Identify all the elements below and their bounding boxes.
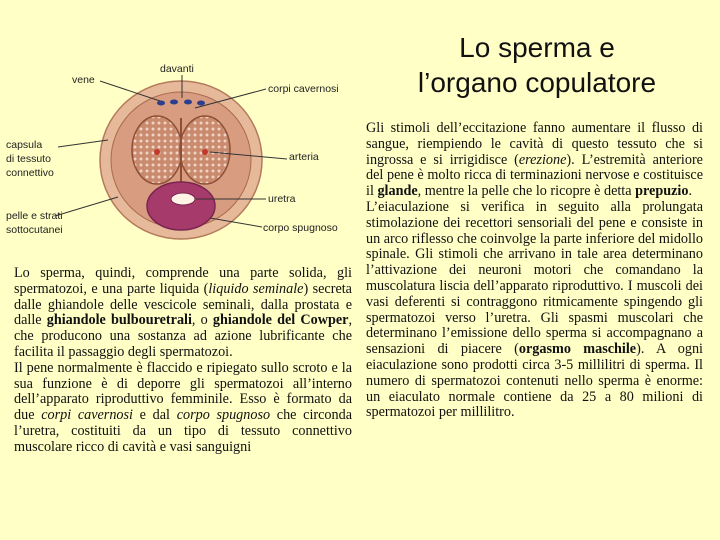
penis-cross-section-diagram [0,52,360,252]
label-pelle-1: pelle e strati [6,210,63,222]
label-davanti: davanti [160,63,194,75]
vein-3 [184,100,192,105]
right-text-column [366,121,703,421]
left-text-column [14,266,352,456]
artery-left [154,149,160,155]
label-capsula-3: connettivo [6,167,54,179]
label-arteria: arteria [289,151,319,163]
title-line-1: Lo sperma e [459,32,615,63]
title-line-2: l’organo copulatore [417,67,657,98]
artery-right [202,149,208,155]
urethra [171,193,195,205]
slide-title [372,30,702,100]
right-paragraph-2: L’eiaculazione si verifica in seguito alla prolungata stimolazione dei recettori sensoriali del pene e consiste in un arco riflesso che coinvolge la parte inferiore del midollo spinale. Gli stimoli che arrivano in tale area determinano l’attivazione dei neuroni motori che comandano la muscolatura liscia dell’apparato riproduttivo. I muscoli dei vasi deferenti si contraggono ritmicamente spingendo gli spermatozoi verso l’uretra. Gli spasmi muscolari che determinano l’emissione dello sperma si accompagnano a sensazioni di piacere (orgasmo maschile). A ogni eiaculazione sono prodotti circa 3-5 millilitri di sperma. Il numero di spermatozoi contenuti nello sperma è enorme: un eiaculato normale contiene da 25 a 80 milioni di spermatozoi per millilitro. [366,198,703,421]
label-capsula-1: capsula [6,139,43,151]
label-corpi-cavernosi: corpi cavernosi [268,83,339,95]
label-corpo-spugnoso: corpo spugnoso [263,222,338,234]
corpus-spongiosum [147,182,215,230]
label-uretra: uretra [268,193,296,205]
left-paragraph-2: Il pene normalmente è flaccido e ripiegato sullo scroto e la sua funzione è di deporre gli spermatozoi all’interno dell’apparato riproduttivo femminile. Esso è formato da due corpi cavernosi e dal corpo spugnoso che circonda l’uretra, costituiti da un tipo di tessuto connettivo muscolare ricco di cavità e vasi sanguigni [14,359,352,455]
label-pelle-2: sottocutanei [6,224,63,236]
label-capsula-2: di tessuto [6,153,51,165]
right-paragraph-1: Gli stimoli dell’eccitazione fanno aumentare il flusso di sangue, riempiendo le cavità di questo tessuto che si ingrossa e si irrigidisce (erezione). L’estremità anteriore del pene è molto ricca di terminazioni nervose e costituisce il glande, mentre la pelle che lo ricopre è detta prepuzio. [366,120,703,200]
left-paragraph-1: Lo sperma, quindi, comprende una parte solida, gli spermatozoi, e una parte liquida (liquido seminale) secreta dalle ghiandole delle vescicole seminali, dalla prostata e dalle ghiandole bulbouretrali, o ghiandole del Cowper, che producono una sostanza ad azione lubrificante che facilita il passaggio degli spermatozoi. [14,265,352,360]
vein-4 [197,101,205,106]
label-vene: vene [72,74,95,86]
vein-1 [157,101,165,106]
vein-2 [170,100,178,105]
